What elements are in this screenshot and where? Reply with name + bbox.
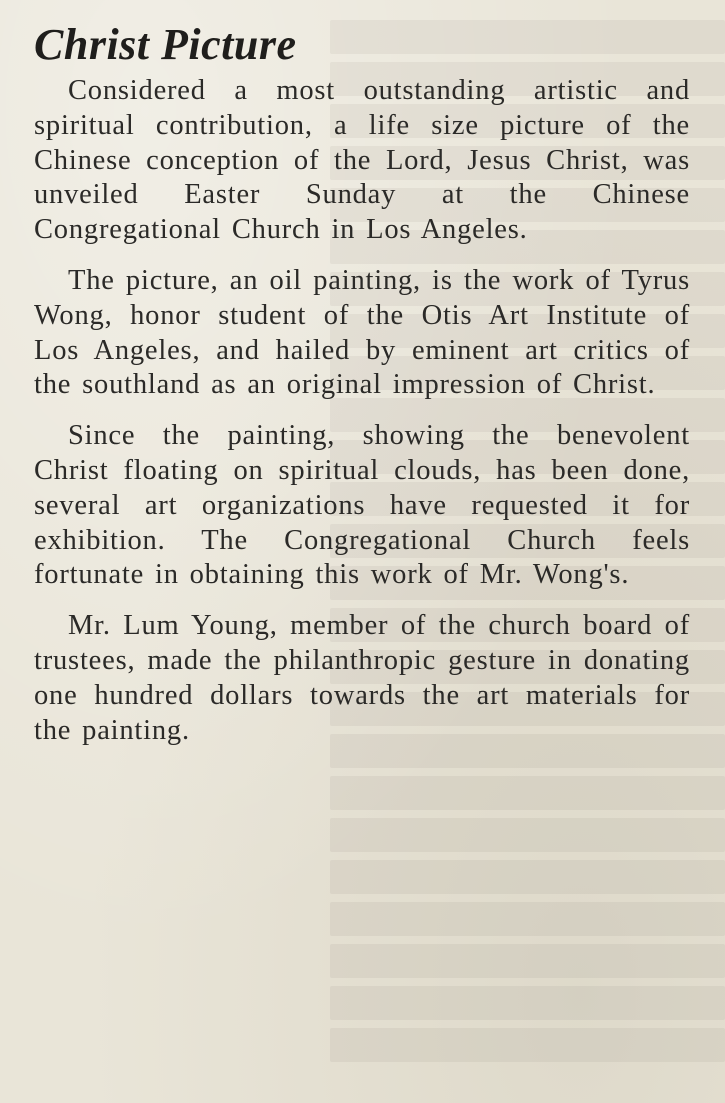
article [34, 18, 690, 764]
article-title: Christ Picture [34, 20, 297, 69]
article-paragraph-3: Since the painting, showing the benevolent Christ floating on spiritual clouds, has been done, several art organizations have requested it for exhibition. The Congregational Church feels fortunate in obtaining this work of Mr. Wong's. [34, 420, 690, 591]
article-paragraph-4: Mr. Lum Young, member of the church board of trustees, made the philanthropic gesture in donating one hundred dollars towards the art materials for the painting. [34, 610, 690, 746]
article-paragraph-2: The picture, an oil painting, is the work of Tyrus Wong, honor student of the Otis Art Institute of Los Angeles, and hailed by eminent art critics of the southland as an original impression of Christ. [34, 264, 690, 401]
article-paragraph-1: Considered a most outstanding artistic and spiritual contribution, a life size picture of the Chinese conception of the Lord, Jesus Christ, was unveiled Easter Sunday at the Chinese Congregational Church in Los Angeles. [34, 75, 690, 246]
